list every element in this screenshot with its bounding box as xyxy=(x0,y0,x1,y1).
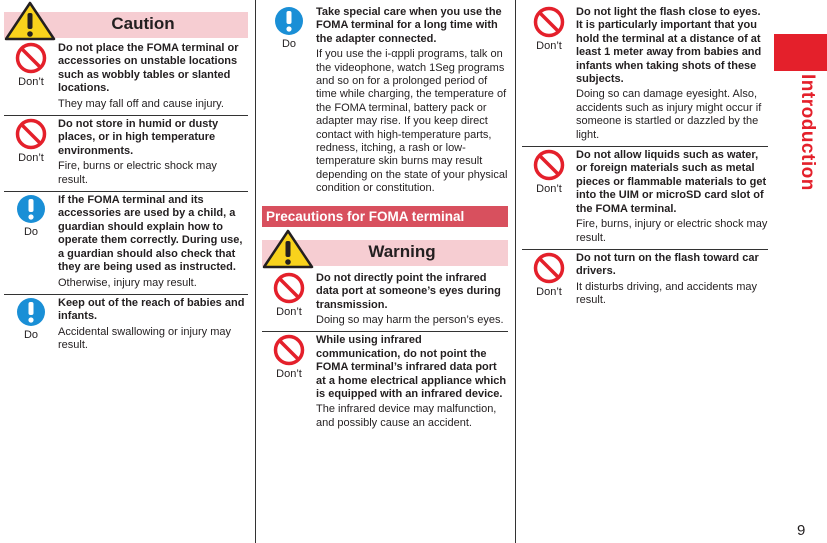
precaution-item xyxy=(522,147,768,250)
precaution-heading: Take special care when you use the FOMA terminal for a long time with the adapter connected. xyxy=(316,6,502,45)
dont-prohibition-icon xyxy=(533,6,565,38)
precaution-heading: While using infrared communication, do not point the FOMA terminal’s infrared data port at a home electrical appliance which is equipped with an infrared device. xyxy=(316,334,507,400)
precaution-body: Doing so may harm the person’s eyes. xyxy=(316,313,504,326)
warning-title: Warning xyxy=(368,241,436,261)
section-title: Precautions for FOMA terminal xyxy=(262,206,508,227)
precaution-heading: Do not place the FOMA terminal or accessories on unstable locations such as wobbly tables or slanted locations. xyxy=(58,42,239,95)
precaution-mark xyxy=(4,297,58,341)
mark-label: Don’t xyxy=(18,152,44,165)
caution-banner xyxy=(4,12,248,38)
mark-label: Don’t xyxy=(536,40,562,52)
dont-prohibition-icon xyxy=(15,42,47,74)
precaution-item xyxy=(522,4,768,147)
dont-prohibition-icon xyxy=(273,334,305,366)
precaution-heading: Do not directly point the infrared data port at someone’s eyes during transmission. xyxy=(316,271,501,311)
precaution-body: Accidental swallowing or injury may result. xyxy=(58,325,232,352)
precaution-item xyxy=(262,4,508,200)
precaution-body: Fire, burns or electric shock may result. xyxy=(58,160,217,186)
precaution-heading: Do not turn on the flash toward car drivers. xyxy=(576,251,759,278)
precaution-body: Fire, burns, injury or electric shock may result. xyxy=(576,218,768,244)
do-mandatory-icon xyxy=(16,297,46,327)
caution-list xyxy=(4,40,248,357)
precaution-mark xyxy=(522,6,576,52)
dont-prohibition-icon xyxy=(15,118,47,150)
mark-label: Don’t xyxy=(536,285,562,298)
precaution-heading: Do not allow liquids such as water, or foreign materials such as metal pieces or flammable materials to get into the UIM or microSD card slot of the FOMA terminal. xyxy=(576,149,767,215)
do-mandatory-icon xyxy=(274,6,304,36)
precaution-item xyxy=(4,40,248,116)
precaution-heading: Do not light the flash close to eyes. It is particularly important that you hold the terminal at a distance of at least 1 meter away from babies and infants when taking shots of these subjects. xyxy=(576,6,762,86)
precaution-mark xyxy=(262,6,316,50)
precaution-mark xyxy=(522,149,576,195)
precaution-body: If you use the i-αppli programs, talk on the videophone, watch 1Seg programs and so on for a prolonged period of time while charging, the temperature of the FOMA terminal, battery pack or adapter may rise. If you keep direct contact with high-temperature parts, redness, itching, a rash or low-temperature skin burns may result depending on the state of your physical condition or constitution. xyxy=(316,48,508,195)
chapter-label: Introduction xyxy=(797,74,818,191)
warning-list xyxy=(262,270,508,434)
mark-label: Don’t xyxy=(276,368,302,381)
column-divider-1 xyxy=(255,0,256,543)
do-mandatory-icon xyxy=(16,194,46,224)
precaution-heading: Keep out of the reach of babies and infants. xyxy=(58,296,245,323)
mark-label: Don’t xyxy=(18,76,44,88)
precaution-heading: Do not store in humid or dusty places, or in high temperature environments. xyxy=(58,118,219,157)
precaution-mark xyxy=(4,194,58,238)
right-list xyxy=(522,4,768,312)
caution-column xyxy=(4,0,248,357)
precaution-body: The infrared device may malfunction, and possibly cause an accident. xyxy=(316,403,497,429)
page-number: 9 xyxy=(797,522,806,539)
precaution-item xyxy=(522,250,768,312)
mark-label: Do xyxy=(281,38,297,50)
precaution-item xyxy=(4,192,248,295)
mark-label: Don’t xyxy=(276,305,302,318)
precaution-mark xyxy=(262,272,316,318)
precaution-body: Doing so can damage eyesight. Also, accidents such as injury might occur if someone is startled or dazzled by the light. xyxy=(576,88,762,141)
precaution-mark xyxy=(4,42,58,88)
caution-title: Caution xyxy=(111,14,175,33)
right-column xyxy=(522,0,768,312)
precaution-item xyxy=(262,270,508,333)
mark-label: Do xyxy=(23,226,39,239)
precaution-body: Otherwise, injury may result. xyxy=(58,276,197,289)
dont-prohibition-icon xyxy=(533,149,565,181)
middle-top-item xyxy=(262,4,508,200)
precaution-mark xyxy=(522,252,576,298)
precaution-item xyxy=(4,295,248,357)
mark-label: Do xyxy=(23,328,39,341)
dont-prohibition-icon xyxy=(533,252,565,284)
precaution-item xyxy=(262,332,508,434)
column-divider-2 xyxy=(515,0,516,543)
middle-column xyxy=(262,0,508,434)
chapter-tab xyxy=(774,34,827,71)
mark-label: Don’t xyxy=(536,183,562,196)
warning-banner xyxy=(262,240,508,266)
precaution-body: It disturbs driving, and accidents may result. xyxy=(576,280,757,307)
precaution-item xyxy=(4,116,248,192)
precaution-heading: If the FOMA terminal and its accessories are used by a child, a guardian should explain how to operate them correctly. During use, a guardian should also check that they are being used as instructed. xyxy=(58,194,243,274)
precaution-body: They may fall off and cause injury. xyxy=(58,97,224,110)
dont-prohibition-icon xyxy=(273,272,305,304)
precaution-mark xyxy=(262,334,316,380)
precaution-mark xyxy=(4,118,58,164)
